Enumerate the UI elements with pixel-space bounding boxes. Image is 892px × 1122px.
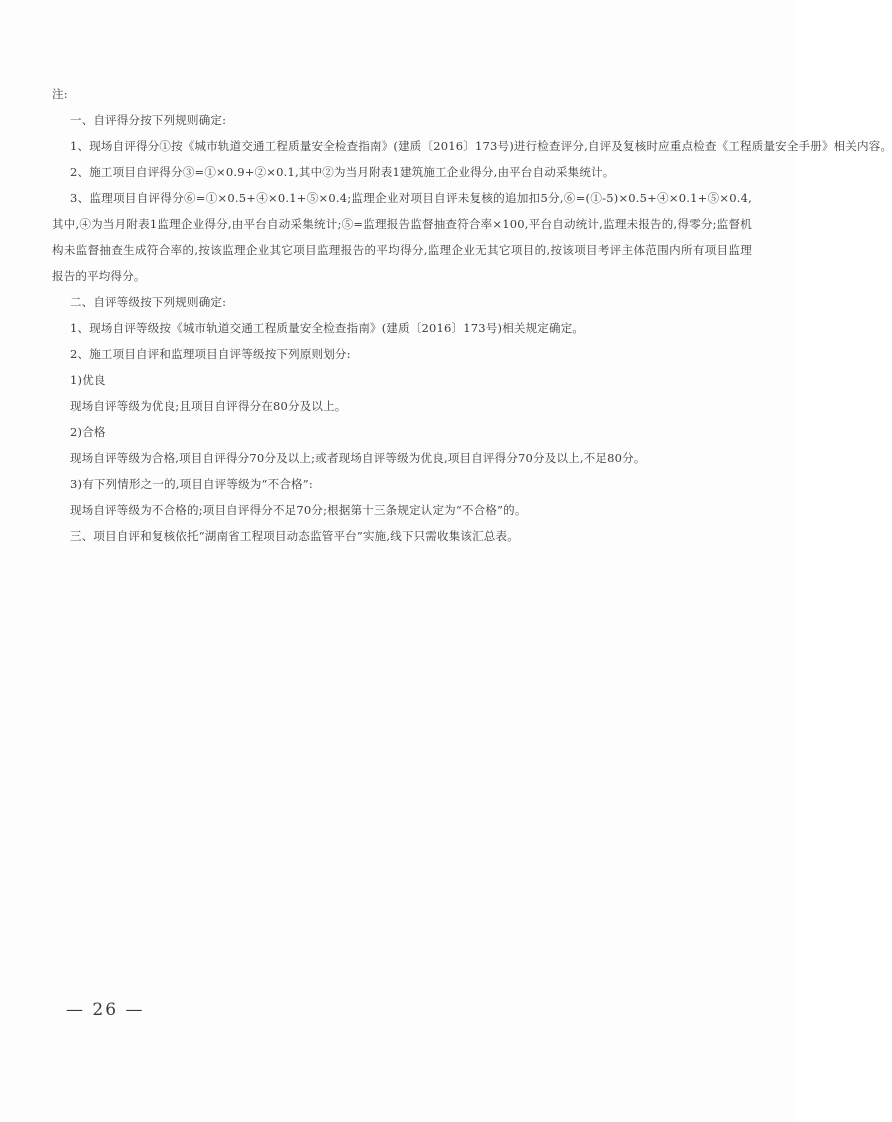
note-label: 注: [52, 87, 68, 101]
rule-1-3: 3、监理项目自评得分⑥=①×0.5+④×0.1+⑤×0.4;监理企业对项目自评未复核的追加扣5分,⑥=(①-5)×0.5+④×0.1+⑤×0.4,其中,④为当月附表1监理企业得分,由平台自动采集统计;⑤=监理报告监督抽查符合率×100,平台自动统计,监理未报告的,得零分;监督机构未监督抽查生成符合率的,按该监理企业其它项目监理报告的平均得分,监理企业无其它项目的,按该项目考评主体范围内所有项目监理报告的平均得分。 [52, 191, 752, 283]
rule-1-1: 1、现场自评得分①按《城市轨道交通工程质量安全检查指南》(建质〔2016〕173号)进行检查评分,自评及复核时应重点检查《工程质量安全手册》相关内容。 [70, 139, 892, 153]
document-body [52, 86, 892, 554]
rule-1-2: 2、施工项目自评得分③=①×0.9+②×0.1,其中②为当月附表1建筑施工企业得分,由平台自动采集统计。 [70, 165, 615, 179]
grade-excellent-text: 现场自评等级为优良;且项目自评得分在80分及以上。 [70, 399, 347, 413]
rule-2-2: 2、施工项目自评和监理项目自评等级按下列原则划分: [70, 347, 351, 361]
grade-excellent-label: 1)优良 [70, 373, 106, 387]
grade-pass-text: 现场自评等级为合格,项目自评得分70分及以上;或者现场自评等级为优良,项目自评得分70分及以上,不足80分。 [70, 451, 646, 465]
section-heading-3: 三、项目自评和复核依托“湖南省工程项目动态监管平台”实施,线下只需收集该汇总表。 [70, 529, 519, 543]
grade-fail-label: 3)有下列情形之一的,项目自评等级为“不合格”: [70, 477, 313, 491]
page-number: — 26 — [66, 1000, 145, 1020]
rule-2-1: 1、现场自评等级按《城市轨道交通工程质量安全检查指南》(建质〔2016〕173号)相关规定确定。 [70, 321, 585, 335]
section-heading-1: 一、自评得分按下列规则确定: [70, 113, 227, 127]
section-heading-2: 二、自评等级按下列规则确定: [70, 295, 227, 309]
grade-pass-label: 2)合格 [70, 425, 106, 439]
grade-fail-text: 现场自评等级为不合格的;项目自评得分不足70分;根据第十三条规定认定为“不合格”的。 [70, 503, 527, 517]
